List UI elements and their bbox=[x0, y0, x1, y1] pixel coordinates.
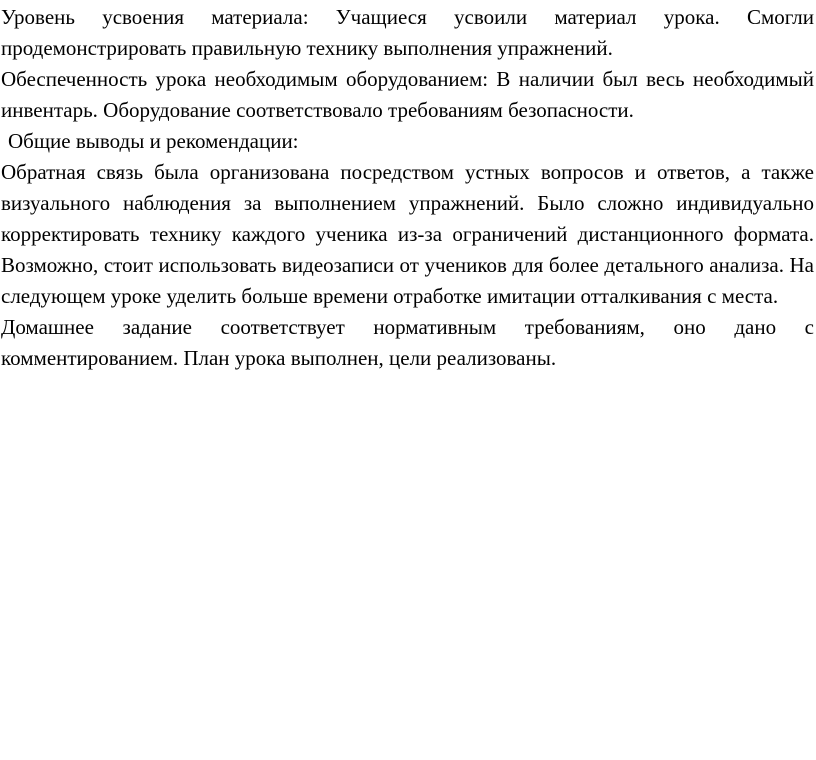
paragraph-equipment: Обеспеченность урока необходимым оборудованием: В наличии был весь необходимый инвентарь. Оборудование соответствовало требованиям безопасности. bbox=[1, 67, 814, 122]
paragraph-material-mastery: Уровень усвоения материала: Учащиеся усвоили материал урока. Смогли продемонстрировать правильную технику выполнения упражнений. bbox=[1, 5, 814, 60]
paragraph-feedback: Обратная связь была организована посредством устных вопросов и ответов, а также визуального наблюдения за выполнением упражнений. Было сложно индивидуально корректировать технику каждого ученика из-за ограничений дистанционного формата. Возможно, стоит использовать видеозаписи от учеников для более детального анализа. На следующем уроке уделить больше времени отработке имитации отталкивания с места. bbox=[1, 160, 814, 308]
paragraph-homework: Домашнее задание соответствует нормативным требованиям, оно дано с комментированием. План урока выполнен, цели реализованы. bbox=[1, 315, 814, 370]
paragraph-conclusions-heading: Общие выводы и рекомендации: bbox=[8, 129, 299, 153]
